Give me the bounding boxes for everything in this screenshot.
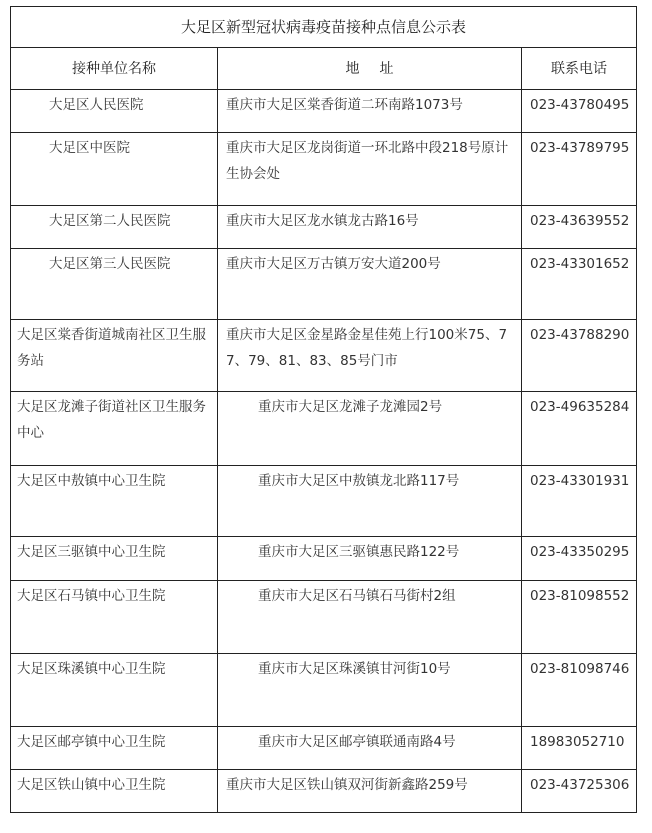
phone-cell: 023-43788290 [522,320,637,392]
table-row [11,581,637,654]
phone-cell: 023-81098552 [522,581,637,654]
address-cell: 重庆市大足区珠溪镇甘河街10号 [218,654,522,727]
phone-cell: 023-43301652 [522,249,637,320]
address-cell: 重庆市大足区三驱镇惠民路122号 [218,537,522,581]
table-row [11,249,637,320]
phone-cell: 023-43301931 [522,466,637,537]
table-row [11,727,637,770]
header-phone: 联系电话 [522,48,637,90]
unit-name-cell: 大足区第二人民医院 [11,206,218,249]
table-row [11,320,637,392]
unit-name-cell: 大足区石马镇中心卫生院 [11,581,218,654]
table-title: 大足区新型冠状病毒疫苗接种点信息公示表 [11,7,637,48]
unit-name-cell: 大足区邮亭镇中心卫生院 [11,727,218,770]
address-cell: 重庆市大足区万古镇万安大道200号 [218,249,522,320]
unit-name-cell: 大足区中敖镇中心卫生院 [11,466,218,537]
address-cell: 重庆市大足区龙水镇龙古路16号 [218,206,522,249]
address-cell: 重庆市大足区中敖镇龙北路117号 [218,466,522,537]
unit-name-cell: 大足区珠溪镇中心卫生院 [11,654,218,727]
phone-cell: 18983052710 [522,727,637,770]
phone-cell: 023-43639552 [522,206,637,249]
vaccination-sites-table [10,6,637,813]
table-row [11,654,637,727]
phone-cell: 023-43780495 [522,90,637,133]
header-unit-name: 接种单位名称 [11,48,218,90]
table-row [11,466,637,537]
address-cell: 重庆市大足区龙滩子龙滩园2号 [218,392,522,466]
unit-name-cell: 大足区龙滩子街道社区卫生服务中心 [11,392,218,466]
title-row [11,7,637,48]
unit-name-cell: 大足区铁山镇中心卫生院 [11,770,218,813]
unit-name-cell: 大足区三驱镇中心卫生院 [11,537,218,581]
phone-cell: 023-43725306 [522,770,637,813]
phone-cell: 023-49635284 [522,392,637,466]
unit-name-cell: 大足区第三人民医院 [11,249,218,320]
unit-name-cell: 大足区人民医院 [11,90,218,133]
address-cell: 重庆市大足区石马镇石马街村2组 [218,581,522,654]
table-row [11,537,637,581]
address-cell: 重庆市大足区棠香街道二环南路1073号 [218,90,522,133]
table-row [11,90,637,133]
unit-name-cell: 大足区棠香街道城南社区卫生服务站 [11,320,218,392]
unit-name-cell: 大足区中医院 [11,133,218,206]
phone-cell: 023-81098746 [522,654,637,727]
table-row [11,206,637,249]
address-cell: 重庆市大足区邮亭镇联通南路4号 [218,727,522,770]
table-row [11,133,637,206]
table-row [11,392,637,466]
header-row [11,48,637,90]
address-cell: 重庆市大足区铁山镇双河街新鑫路259号 [218,770,522,813]
table-row [11,770,637,813]
address-cell: 重庆市大足区金星路金星佳苑上行100米75、77、79、81、83、85号门市 [218,320,522,392]
address-cell: 重庆市大足区龙岗街道一环北路中段218号原计生协会处 [218,133,522,206]
phone-cell: 023-43350295 [522,537,637,581]
header-address: 地址 [218,48,522,90]
phone-cell: 023-43789795 [522,133,637,206]
